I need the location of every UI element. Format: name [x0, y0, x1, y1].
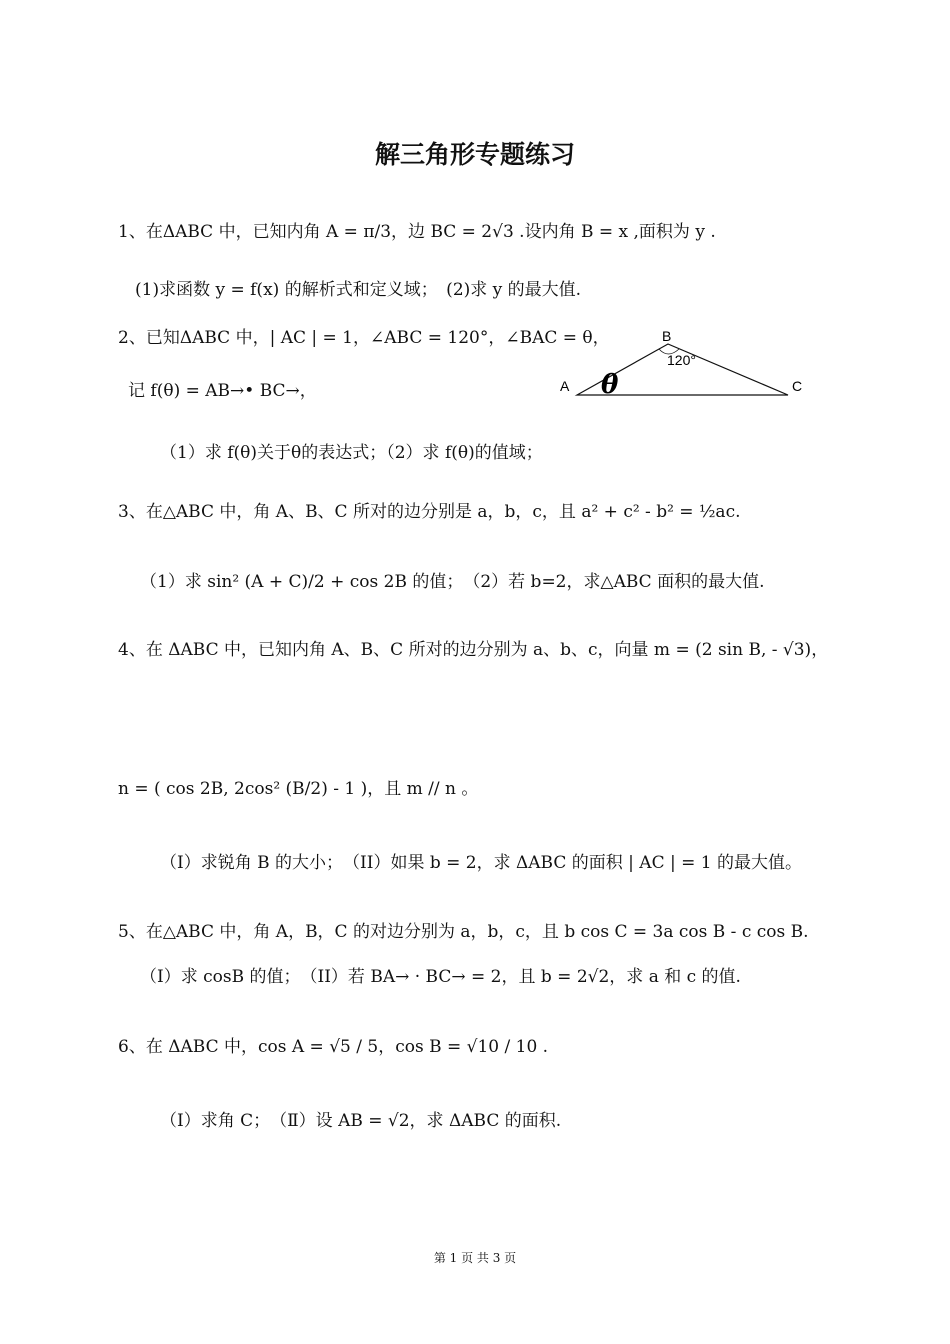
problem-1-statement: 1、在ΔABC 中，已知内角 A = π/3，边 BC = 2√3 .设内角 B = x ,面积为 y .	[118, 222, 716, 242]
problem-3-statement: 3、在△ABC 中，角 A、B、C 所对的边分别是 a，b，c，且 a² + c² - b² = ½ac.	[118, 502, 741, 522]
problem-6-statement: 6、在 ΔABC 中，cos A = √5 / 5，cos B = √10 / 10 .	[118, 1037, 549, 1057]
problem-2-definition: 记 f(θ) = AB→• BC→，	[128, 381, 317, 401]
angle-a-label: θ	[601, 370, 619, 400]
triangle-figure	[555, 325, 815, 410]
problem-2-statement: 2、已知ΔABC 中，| AC | = 1，∠ABC = 120°，∠BAC = θ，	[118, 328, 610, 348]
vertex-b-label: B	[662, 328, 672, 344]
vertex-a-label: A	[560, 378, 570, 394]
problem-1-questions: (1)求函数 y = f(x) 的解析式和定义域； (2)求 y 的最大值.	[135, 280, 582, 300]
problem-3-questions: （1）求 sin² (A + C)/2 + cos 2B 的值； （2）若 b=2，求△ABC 面积的最大值.	[140, 572, 765, 592]
problem-2-questions: （1）求 f(θ)关于θ的表达式；（2）求 f(θ)的值域；	[160, 443, 543, 463]
vertex-c-label: C	[792, 378, 803, 394]
page-title: 解三角形专题练习	[374, 140, 575, 169]
problem-4-questions: （I）求锐角 B 的大小； （II）如果 b = 2，求 ΔABC 的面积 | AC | = 1 的最大值。	[160, 853, 802, 873]
problem-5-statement: 5、在△ABC 中，角 A，B，C 的对边分别为 a，b，c，且 b cos C = 3a cos B - c cos B.	[118, 922, 809, 942]
problem-4-statement: 4、在 ΔABC 中，已知内角 A、B、C 所对的边分别为 a、b、c，向量 m = (2 sin B, - √3)，	[118, 640, 829, 660]
problem-5-questions: （I）求 cosB 的值； （II）若 BA→ · BC→ = 2，且 b = 2√2，求 a 和 c 的值.	[140, 967, 741, 987]
problem-4-vector-n: n = ( cos 2B, 2cos² (B/2) - 1 )，且 m // n 。	[118, 779, 479, 799]
angle-b-label: 120°	[667, 352, 696, 368]
problem-6-questions: （Ⅰ）求角 C； （Ⅱ）设 AB = √2，求 ΔABC 的面积.	[160, 1111, 562, 1131]
page-footer: 第 1 页 共 3 页	[433, 1251, 517, 1265]
